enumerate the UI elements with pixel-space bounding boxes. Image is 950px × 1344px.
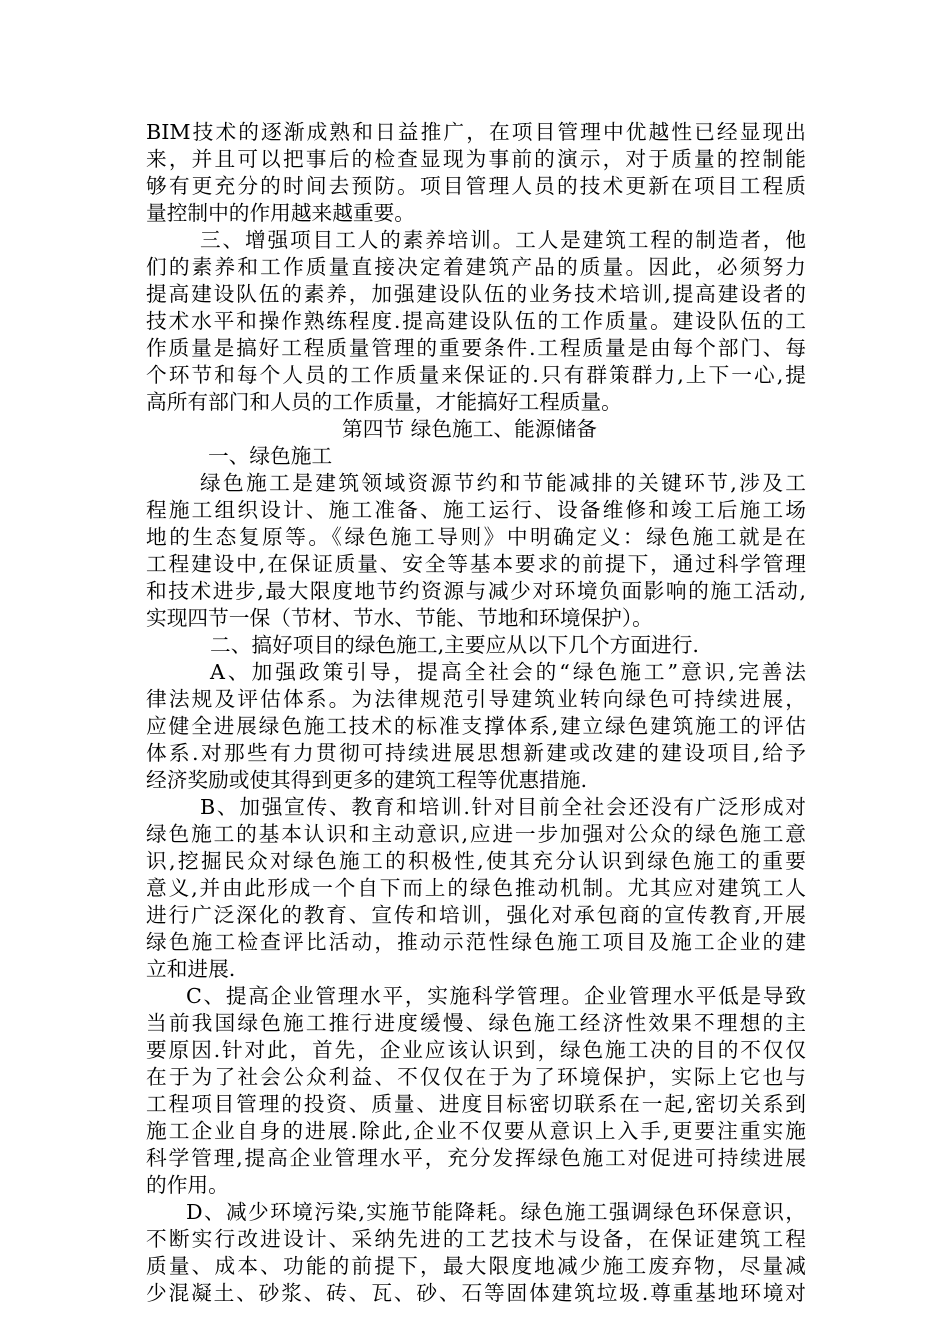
text-line: 应健全进展绿色施工技术的标准支撑体系,建立绿色建筑施工的评估 [146,714,806,738]
text-line: 够有更充分的时间去预防。项目管理人员的技术更新在项目工程质 [146,174,806,198]
text-line: 立和进展. [146,957,236,981]
text-line: 当前我国绿色施工推行进度缓慢、绿色施工经济性效果不理想的主 [146,1011,806,1035]
text-line: 作质量是搞好工程质量管理的重要条件.工程质量是由每个部门、每 [146,336,806,360]
text-line: 工程建设中,在保证质量、安全等基本要求的前提下，通过科学管理 [146,552,806,576]
text-line: 质量、成本、功能的前提下，最大限度地减少施工废弃物，尽量减 [146,1254,806,1278]
text-line: 科学管理,提高企业管理水平，充分发挥绿色施工对促进可持续进展 [146,1146,806,1170]
text-line: 提高建设队伍的素养，加强建设队伍的业务技术培训,提高建设者的 [146,282,806,306]
text-line: 高所有部门和人员的工作质量，才能搞好工程质量。 [146,390,622,414]
text-line: A、加强政策引导，提高全社会的“绿色施工”意识,完善法 [210,660,806,684]
text-line: 地的生态复原等。《绿色施工导则》中明确定义：绿色施工就是在 [146,525,806,549]
text-line: 个环节和每个人员的工作质量来保证的.只有群策群力,上下一心,提 [146,363,806,387]
section-heading: 第四节 绿色施工、能源储备 [342,417,597,441]
text-line: 三、增强项目工人的素养培训。工人是建筑工程的制造者，他 [200,228,806,252]
text-line: 绿色施工检查评比活动，推动示范性绿色施工项目及施工企业的建 [146,930,806,954]
text-line: 意义,并由此形成一个自下而上的绿色推动机制。尤其应对建筑工人 [146,876,806,900]
text-line: BIM技术的逐渐成熟和日益推广，在项目管理中优越性已经显现出 [146,120,806,144]
text-line: 绿色施工的基本认识和主动意识,应进一步加强对公众的绿色施工意 [146,822,806,846]
text-line: 识,挖掘民众对绿色施工的积极性,使其充分认识到绿色施工的重要 [146,849,806,873]
text-line: 少混凝土、砂浆、砖、瓦、砂、石等固体建筑垃圾.尊重基地环境对 [146,1281,806,1305]
text-line: 技术水平和操作熟练程度.提高建设队伍的工作质量。建设队伍的工 [146,309,806,333]
text-line: 程施工组织设计、施工准备、施工运行、设备维修和竣工后施工场 [146,498,806,522]
text-line: 在于为了社会公众利益、不仅仅在于为了环境保护，实际上它也与 [146,1065,806,1089]
text-line: 来，并且可以把事后的检查显现为事前的演示，对于质量的控制能 [146,147,806,171]
text-line: 不断实行改进设计、采纳先进的工艺技术与设备，在保证建筑工程 [146,1227,806,1251]
text-line: 要原因.针对此，首先，企业应该认识到，绿色施工决的目的不仅仅 [146,1038,806,1062]
text-line: 工程项目管理的投资、质量、进度目标密切联系在一起,密切关系到 [146,1092,806,1116]
text-line: 律法规及评估体系。为法律规范引导建筑业转向绿色可持续进展， [146,687,806,711]
text-line: 量控制中的作用越来越重要。 [146,201,415,225]
text-line: C、提高企业管理水平，实施科学管理。企业管理水平低是导致 [186,984,806,1008]
text-line: 们的素养和工作质量直接决定着建筑产品的质量。因此，必须努力 [146,255,806,279]
text-line: 绿色施工是建筑领域资源节约和节能减排的关键环节,涉及工 [200,471,806,495]
text-line: 和技术进步,最大限度地节约资源与减少对环境负面影响的施工活动, [146,579,806,603]
subsection-heading: 二、搞好项目的绿色施工,主要应从以下几个方面进行. [210,633,699,657]
text-line: 施工企业自身的进展.除此,企业不仅要从意识上入手,更要注重实施 [146,1119,806,1143]
text-line: B、加强宣传、教育和培训.针对目前全社会还没有广泛形成对 [200,795,806,819]
text-line: D、减少环境污染,实施节能降耗。绿色施工强调绿色环保意识， [186,1200,806,1224]
text-line: 的作用。 [146,1173,229,1197]
subsection-heading: 一、绿色施工 [208,444,333,468]
text-line: 进行广泛深化的教育、宣传和培训，强化对承包商的宣传教育,开展 [146,903,806,927]
text-line: 体系.对那些有力贯彻可持续进展思想新建或改建的建设项目,给予 [146,741,806,765]
text-line: 经济奖励或使其得到更多的建筑工程等优惠措施. [146,768,588,792]
text-line: 实现四节一保（节材、节水、节能、节地和环境保护）。 [146,606,653,630]
